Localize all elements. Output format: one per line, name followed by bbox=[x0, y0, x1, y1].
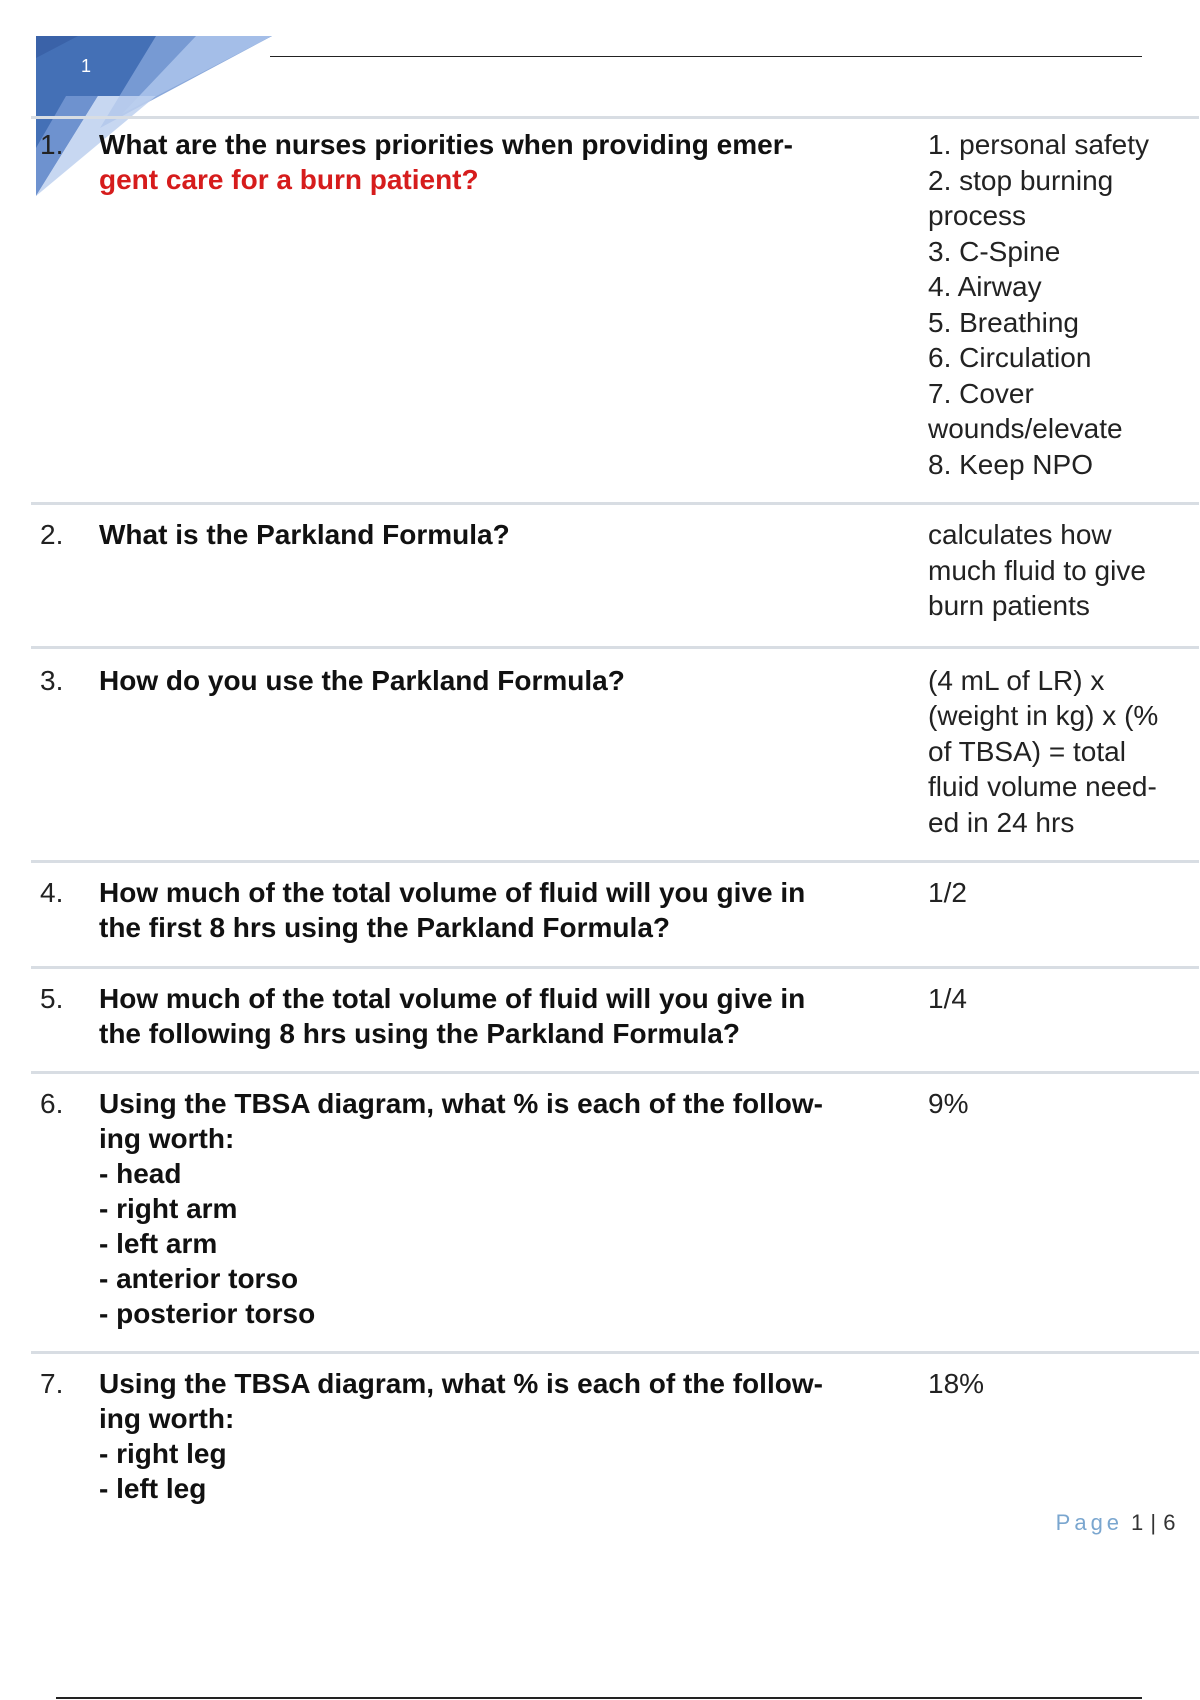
answer-line: 2. stop burning bbox=[928, 164, 1114, 196]
question-line: - head bbox=[99, 1158, 182, 1189]
question-number: 7. bbox=[40, 1368, 64, 1399]
qa-row bbox=[31, 966, 1199, 1071]
header-rule bbox=[270, 56, 1142, 57]
question-text bbox=[99, 981, 920, 1051]
answer-text bbox=[920, 663, 1199, 841]
header-page-number: 1 bbox=[80, 56, 91, 76]
question-line: the following 8 hrs using the Parkland Formula? bbox=[99, 1018, 740, 1049]
question-line: What are the nurses priorities when providing emer- bbox=[99, 129, 793, 160]
question-number: 5. bbox=[40, 983, 64, 1014]
qa-row bbox=[31, 646, 1199, 861]
page-footer: Page 1 | 6 bbox=[1055, 1510, 1176, 1535]
question-line: - anterior torso bbox=[99, 1263, 299, 1294]
question-line: ing worth: bbox=[99, 1403, 235, 1434]
question-line: Using the TBSA diagram, what % is each of the follow- bbox=[99, 1088, 823, 1119]
answer-line: calculates how bbox=[928, 519, 1112, 550]
answer-line: 7. Cover bbox=[928, 377, 1034, 409]
question-line: Using the TBSA diagram, what % is each of the follow- bbox=[99, 1368, 823, 1399]
question-line: How do you use the Parkland Formula? bbox=[99, 664, 625, 696]
question-text bbox=[99, 663, 920, 698]
answer-line: process bbox=[928, 200, 1027, 231]
answer-line: fluid volume need- bbox=[928, 771, 1157, 802]
answer-line: much fluid to give bbox=[928, 554, 1146, 586]
answer-text bbox=[920, 127, 1199, 482]
answer-line: 6. Circulation bbox=[928, 342, 1092, 373]
answer-line: burn patients bbox=[928, 590, 1090, 621]
qa-row bbox=[31, 1071, 1199, 1351]
answer-text bbox=[920, 1366, 1199, 1402]
question-number: 1. bbox=[40, 129, 64, 160]
answer-line: 3. C-Spine bbox=[928, 235, 1061, 267]
question-line-highlight: gent care for a burn patient? bbox=[99, 164, 479, 195]
question-text bbox=[99, 875, 920, 945]
question-text bbox=[99, 517, 920, 552]
answer-text bbox=[920, 875, 1199, 911]
question-line: - left leg bbox=[99, 1473, 207, 1504]
qa-row bbox=[31, 860, 1199, 966]
question-number: 6. bbox=[40, 1088, 64, 1119]
answer-line: 9% bbox=[928, 1088, 969, 1119]
question-line: the first 8 hrs using the Parkland Formula? bbox=[99, 912, 670, 943]
question-number: 3. bbox=[40, 664, 64, 696]
question-line: How much of the total volume of fluid will you give in bbox=[99, 983, 806, 1014]
answer-line: ed in 24 hrs bbox=[928, 806, 1075, 838]
question-text bbox=[99, 1366, 920, 1506]
answer-line: 8. Keep NPO bbox=[928, 448, 1093, 480]
answer-line: 1/2 bbox=[928, 877, 967, 908]
answer-line: 18% bbox=[928, 1368, 985, 1399]
qa-row bbox=[31, 116, 1199, 502]
page-header bbox=[0, 0, 1200, 130]
question-number: 4. bbox=[40, 877, 64, 908]
question-line: - posterior torso bbox=[99, 1298, 316, 1329]
page-total: 6 bbox=[1163, 1510, 1176, 1535]
answer-line: (weight in kg) x (% bbox=[928, 700, 1159, 731]
question-line: - right arm bbox=[99, 1193, 238, 1224]
answer-line: of TBSA) = total bbox=[928, 735, 1126, 767]
answer-line: 5. Breathing bbox=[928, 306, 1079, 338]
question-line: - left arm bbox=[99, 1228, 218, 1259]
answer-line: wounds/elevate bbox=[928, 413, 1123, 444]
question-line: ing worth: bbox=[99, 1123, 235, 1154]
question-text bbox=[99, 127, 920, 197]
bottom-rule bbox=[56, 1697, 1142, 1699]
qa-row bbox=[31, 1351, 1199, 1526]
answer-text bbox=[920, 981, 1199, 1017]
question-number: 2. bbox=[40, 519, 64, 550]
answer-text bbox=[920, 1086, 1199, 1122]
question-line: How much of the total volume of fluid will you give in bbox=[99, 877, 806, 908]
answer-text bbox=[920, 517, 1199, 624]
qa-row bbox=[31, 502, 1199, 646]
question-line: - right leg bbox=[99, 1438, 227, 1469]
answer-line: 1. personal safety bbox=[928, 129, 1150, 160]
answer-line: 4. Airway bbox=[928, 271, 1042, 302]
answer-line: 1/4 bbox=[928, 983, 967, 1014]
page-current: 1 bbox=[1131, 1510, 1144, 1535]
question-text bbox=[99, 1086, 920, 1331]
question-line: What is the Parkland Formula? bbox=[99, 519, 510, 550]
answer-line: (4 mL of LR) x bbox=[928, 664, 1105, 696]
page-label: Page bbox=[1055, 1510, 1124, 1535]
qa-table bbox=[31, 116, 1199, 1526]
